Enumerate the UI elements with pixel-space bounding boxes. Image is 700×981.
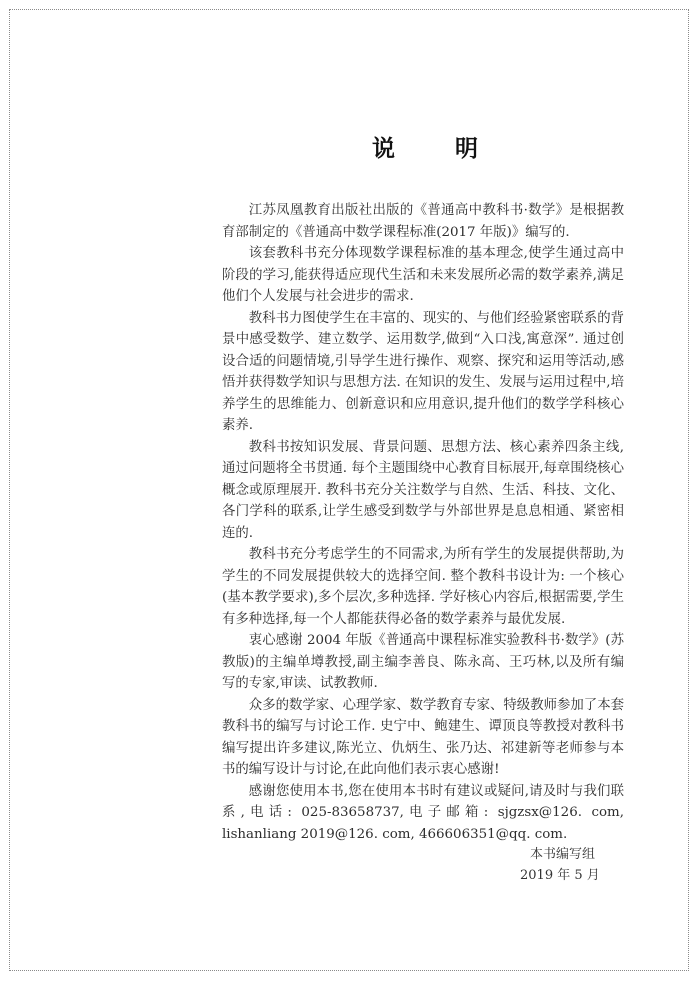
- paragraph-contact: 感谢您使用本书,您在使用本书时有建议或疑问,请及时与我们联系,电话: 025-83658737,电子邮箱: sjgzsx@126. com, lishanliang 2019@126. com, 466606351@qq. com.: [222, 783, 624, 842]
- title-char-1: 说: [372, 136, 395, 162]
- paragraph-acknowledgement-2004: 衷心感谢 2004 年版《普通高中课程标准实验教科书·数学》(苏教版)的主编单墫教授,副主编李善良、陈永高、王巧林,以及所有编写的专家,审读、试教教师.: [222, 633, 624, 691]
- page-title: [360, 130, 490, 163]
- paragraph-intro: 江苏凤凰教育出版社出版的《普通高中教科书·数学》是根据教育部制定的《普通高中数学课程标准(2017 年版)》编写的.: [222, 203, 624, 240]
- paragraph-differentiation: 教科书充分考虑学生的不同需求,为所有学生的发展提供帮助,为学生的不同发展提供较大的选择空间. 整个教科书设计为: 一个核心(基本教学要求),多个层次,多种选择. 学好核心内容后,根据需要,学生有多种选择,每一个人都能获得必备的数学素养与最优发展.: [222, 547, 624, 627]
- document-body: [222, 200, 624, 845]
- paragraph-acknowledgement-experts: 众多的数学家、心理学家、数学教育专家、特级教师参加了本套教科书的编写与讨论工作. 史宁中、鲍建生、谭顶良等教授对教科书编写提出许多建议,陈光立、仇炳生、张乃达、祁建新等老师参与本书的编写设计与讨论,在此向他们表示衷心感谢!: [222, 697, 624, 777]
- paragraph-structure: 教科书按知识发展、背景问题、思想方法、核心素养四条主线,通过问题将全书贯通. 每个主题围绕中心教育目标展开,每章围绕核心概念或原理展开. 教科书充分关注数学与自然、生活、科技、文化、各门学科的联系,让学生感受到数学与外部世界是息息相通、紧密相连的.: [222, 439, 624, 541]
- signature-date: 2019 年 5 月: [520, 868, 600, 883]
- paragraph-philosophy: 该套教科书充分体现数学课程标准的基本理念,使学生通过高中阶段的学习,能获得适应现代生活和未来发展所必需的数学素养,满足他们个人发展与社会进步的需求.: [222, 246, 624, 304]
- signature-org: 本书编写组: [530, 847, 596, 862]
- title-char-2: 明: [455, 136, 478, 162]
- signature-block: [520, 844, 630, 886]
- paragraph-approach: 教科书力图使学生在丰富的、现实的、与他们经验紧密联系的背景中感受数学、建立数学、运用数学,做到“入口浅,寓意深”. 通过创设合适的问题情境,引导学生进行操作、观察、探究和运用等活动,感悟并获得数学知识与思想方法. 在知识的发生、发展与运用过程中,培养学生的思维能力、创新意识和应用意识,提升他们的数学学科核心素养.: [222, 310, 624, 433]
